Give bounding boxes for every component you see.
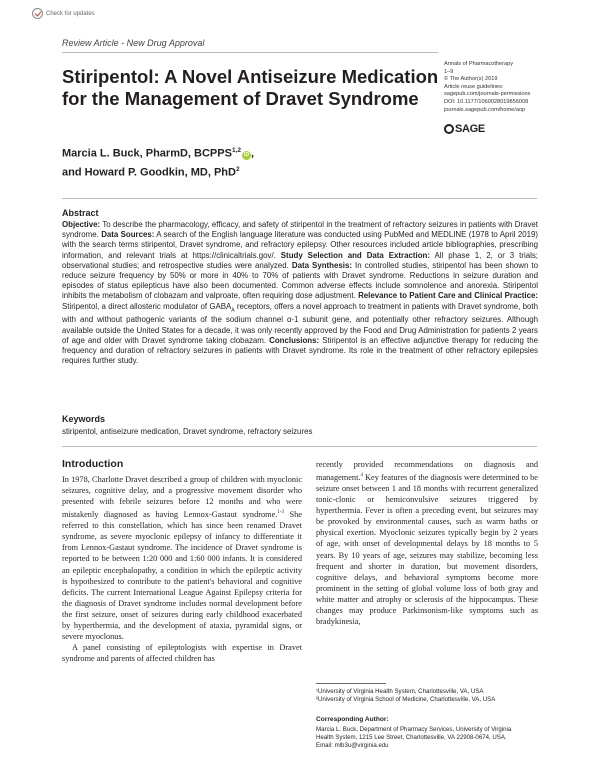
citation-ref[interactable]: 1-3 — [277, 510, 285, 516]
body-column-right — [316, 459, 538, 627]
conclusions-label: Conclusions: — [269, 335, 320, 345]
intro-p3-part-a: recently provided recommendations on diagnosis and management. — [316, 460, 538, 482]
intro-p3-part-b: Key features of the diagnosis were determined to be seizure onset between 1 and 18 months with recurrent generalized tonic-clonic or hemiconvulsive seizures triggered by hyperthermia. Fever is often a preceding event, but seizures may be provoked by environmental causes, such as warm baths or physical exertion. Myoclonic seizures typically begin by 2 years of age, with onset of developmental delays by 18 months to 5 years. By 10 years of age, seizures may stabilize, becoming less frequent and shorter in duration, but movement disorders, cognitive delays, and behavioral symptoms become more prominent in the setting of global volume loss of both gray and white matter and atrophy or sclerosis of the hippocampus. These changes may produce Parkinsonism-like symptoms such as bradykinesia, — [316, 472, 538, 627]
author-1: Marcia L. Buck, PharmD, BCPPS$^{1,2}$iD , — [62, 147, 255, 160]
affiliation-2: ²University of Virginia School of Medicine, Charlottesville, VA, USA — [316, 696, 496, 703]
relevance-label: Relevance to Patient Care and Clinical Practice: — [358, 291, 538, 301]
article-type: Review Article - New Drug Approval — [62, 38, 205, 48]
corresponding-author-heading: Corresponding Author: — [316, 716, 389, 723]
objective-text: To describe the pharmacology, efficacy, and safety of stiripentol in the treatment of refractory seizures in patients with Dravet syndrome. — [62, 220, 538, 240]
abstract-divider — [62, 198, 537, 199]
corresponding-email[interactable]: Email: mlb3u@virginia.edu — [316, 742, 389, 749]
affiliations — [316, 688, 546, 704]
check-updates-icon — [32, 8, 43, 19]
citation-ref[interactable]: 4 — [360, 473, 363, 479]
keywords-text: stiripentol, antiseizure medication, Dravet syndrome, refractory seizures — [62, 427, 313, 436]
author-2 — [62, 162, 402, 181]
affiliation-1: ¹University of Virginia Health System, Charlottesville, VA, USA — [316, 688, 484, 695]
relevance-text-b: receptors, offers a novel approach to treatment in patients with Dravet syndrome, both with and without pathogenic variants of the sodium channel α-1 subunit gene, and potentially other refractory seizures. Although available outside the United States for a decade, it was only recently approved by the Food and Drug Administration for patients 2 years of age and older with Dravet syndrome taking clobazam. — [62, 301, 538, 345]
conclusions-text: Stiripentol is an effective adjunctive therapy for reducing the frequency and duration of refractory seizures in patients with Dravet syndrome. Its role in the treatment of other refractory epilepsies requires further study. — [62, 335, 538, 366]
check-for-updates-badge[interactable] — [32, 8, 95, 19]
doi[interactable]: DOI: 10.1177/1060028019856008 — [444, 98, 529, 105]
corresponding-line-2: Health System, 1215 Lee Street, Charlottesville, VA 22908-0674, USA. — [316, 734, 507, 741]
relevance-sub: A — [231, 307, 235, 314]
intro-paragraph-3 — [316, 459, 538, 627]
journal-meta — [444, 61, 584, 114]
introduction-heading: Introduction — [62, 458, 124, 470]
reuse-label: Article reuse guidelines: — [444, 83, 504, 90]
keywords-divider — [62, 446, 537, 447]
check-updates-label: Check for updates — [46, 10, 95, 17]
author-2-affil: 2 — [235, 165, 240, 173]
author-2-name: and Howard P. Goodkin, MD, PhD — [62, 166, 236, 179]
intro-paragraph-2: A panel consisting of epileptologists with expertise in Dravet syndrome and parents of affected children has — [62, 643, 302, 664]
sage-logo-icon — [444, 124, 454, 134]
permissions-link[interactable]: sagepub.com/journals-permissions — [444, 91, 531, 98]
corresponding-line-1: Marcia L. Buck, Department of Pharmacy Services, University of Virginia — [316, 726, 512, 733]
sage-logo-text: SAGE — [455, 123, 485, 135]
sources-text: A search of the English language literature was conducted using PubMed and MEDLINE (1978 to April 2019) with the search terms stiripentol, Dravet syndrome, and refractory epilepsy. Other resources included article bibliographies, prescribing information, and relevant trials at https://clinicaltrials.gov/. — [62, 230, 539, 260]
journal-link[interactable]: journals.sagepub.com/home/aop — [444, 106, 526, 113]
keywords-heading: Keywords — [62, 414, 106, 424]
author-list — [62, 143, 402, 180]
author-1-name: Marcia L. Buck, PharmD, BCPPS — [62, 147, 232, 160]
sage-logo — [444, 123, 485, 135]
relevance-text-a: Stiripentol, a direct allosteric modulator of GABA — [62, 301, 232, 311]
title-line-2: for the Management of Dravet Syndrome — [62, 88, 419, 109]
abstract-heading: Abstract — [62, 208, 99, 218]
page-range: 1–9 — [444, 68, 454, 75]
corresponding-author-details — [316, 726, 546, 750]
title-line-1: Stiripentol: A Novel Antiseizure Medication — [62, 66, 439, 87]
copyright: © The Author(s) 2019 — [444, 76, 498, 83]
intro-paragraph-1 — [62, 474, 302, 642]
body-column-left — [62, 474, 302, 664]
orcid-icon[interactable]: iD — [244, 151, 249, 158]
intro-p1-part-b: She referred to this constellation, which has since been renamed Dravet syndrome, as severe myoclonic epilepsy of infancy to differentiate it from Lennox-Gastaut syndrome. The incidence of Dravet syndrome is reported to be between 1:20 000 and 1:60 000 infants. It is considered an epileptic encephalopathy, a condition in which the epileptic activity is hypothesized to contribute to the patient's behavioral and cognitive deficits. The current International League Against Epilepsy criteria for the diagnosis of Dravet syndrome includes normal development before the first seizure, onset of seizures during early childhood exacerbated by hyperthermia, and the development of ataxia, pyramidal signs, or severe myoclonus. — [62, 510, 302, 642]
sources-label: Data Sources: — [101, 230, 155, 240]
footnote-divider — [316, 683, 386, 684]
journal-name: Annals of Pharmacotherapy — [444, 61, 514, 67]
abstract-text — [62, 220, 538, 366]
objective-label: Objective: — [62, 220, 101, 229]
author-1-affil: 1,2 — [231, 147, 241, 154]
selection-label: Study Selection and Data Extraction: — [280, 250, 430, 260]
synthesis-label: Data Synthesis: — [291, 260, 352, 270]
synthesis-text: In controlled studies, stiripentol has been shown to reduce seizure frequency by 50% or more in 40% to 70% of patients with Dravet syndrome. Reductions in seizure duration and episodes of status epilepticus have also been documented. Common adverse effects include somnolence and anorexia. Stiripentol inhibits the metabolism of clobazam and valproate, often requiring dose adjustment. — [62, 260, 538, 301]
intro-p1-part-a: In 1978, Charlotte Dravet described a group of children with myoclonic seizures, cognitive delay, and a progressive movement disorder who presented with febrile seizures before 12 months and who were mistakenly diagnosed as having Lennox-Gastaut syndrome. — [62, 475, 302, 520]
header-divider — [62, 52, 438, 53]
selection-text: All phase 1, 2, or 3 trials; observational studies; and retrospective studies were analyzed. — [62, 250, 538, 270]
article-title — [62, 66, 440, 110]
